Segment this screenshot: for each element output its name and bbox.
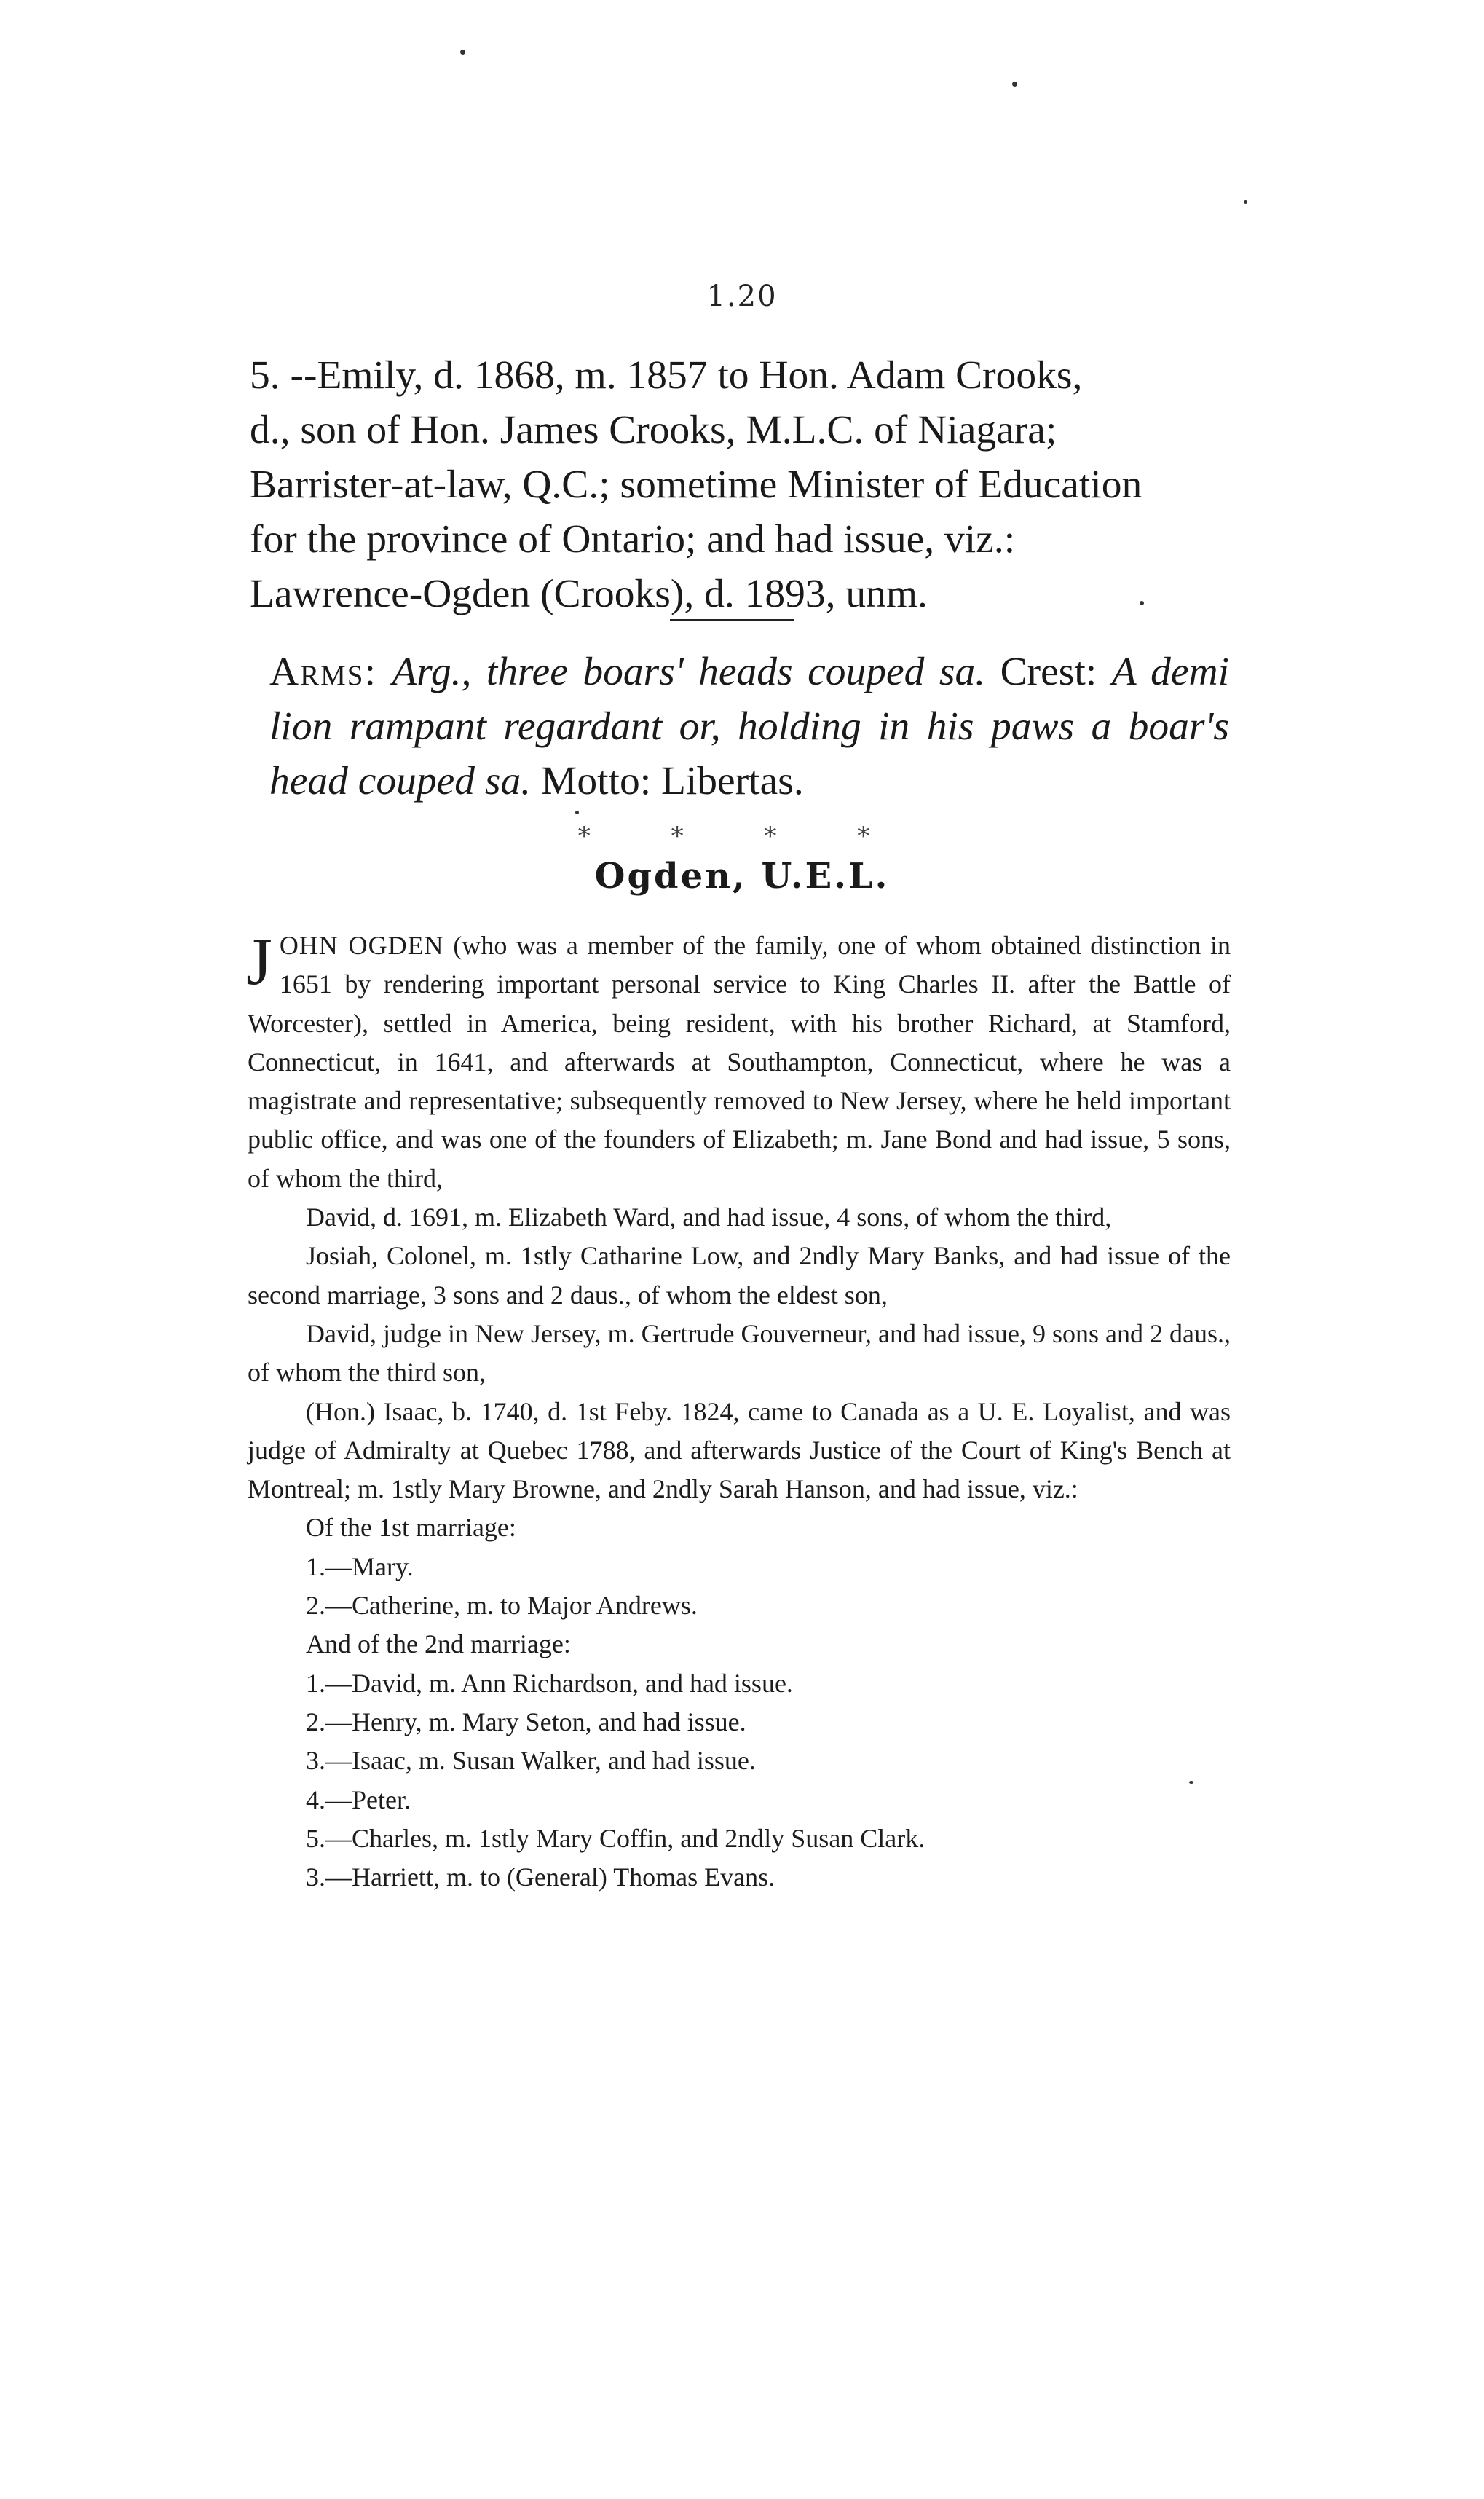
entry-emily [250, 348, 1229, 621]
motto-label: Motto: [541, 759, 652, 803]
speck-mark [575, 811, 579, 814]
lineage-paragraph: (Hon.) Isaac, b. 1740, d. 1st Feby. 1824, came to Canada as a U. E. Loyalist, and was judge of Admiralty at Quebec 1788, and afterwards Justice of the Court of King's Bench at Montreal; m. 1stly Mary Browne, and 2ndly Sarah Hanson, and had issue, viz.: [248, 1396, 1231, 1504]
motto-text: Libertas. [660, 759, 804, 803]
lineage-paragraph: Josiah, Colonel, m. 1stly Catharine Low, and 2ndly Mary Banks, and had issue of the second marriage, 3 sons and 2 daus., of whom the eldest son, [248, 1241, 1231, 1310]
arms-blazon: Arg., three boars' heads couped sa. [392, 650, 986, 694]
drop-cap: J [246, 924, 272, 999]
issue-line: 3.—Isaac, m. Susan Walker, and had issue. [306, 1746, 756, 1776]
speck-mark [460, 50, 465, 55]
lineage-paragraph: David, d. 1691, m. Elizabeth Ward, and had issue, 4 sons, of whom the third, [306, 1203, 1112, 1232]
ogden-lineage-text [248, 926, 1231, 1897]
speck-mark [1012, 82, 1017, 87]
arms-block [269, 645, 1229, 808]
entry-line: for the province of Ontario; and had issue, viz.: [250, 517, 1016, 562]
intro-lead: OHN OGDEN [279, 931, 444, 960]
arms-label: Arms: [269, 650, 377, 694]
page-number: 1.20 [706, 280, 778, 313]
section-divider [670, 619, 794, 621]
issue-line: 2.—Henry, m. Mary Seton, and had issue. [306, 1707, 746, 1736]
ornament-asterisks: * * * * [577, 822, 907, 851]
issue-line: 3.—Harriett, m. to (General) Thomas Evans. [306, 1862, 775, 1892]
crest-text: A demi lion rampant regardant or, holding in his paws a boar's head couped sa. [269, 650, 1230, 803]
intro-text: (who was a member of the family, one of whom obtained distinction in 1651 by rendering important personal service to King Charles II. after the Battle of Worcester), settled in America, being resident, with his brother Richard, at Stamford, Connecticut, in 1641, and afterwards at Southampton, Connecticut, where he was a magistrate and representative; subsequently removed to New Jersey, where he held important public office, and was one of the founders of Elizabeth; m. Jane Bond and had issue, 5 sons, of whom the third, [248, 931, 1231, 1193]
entry-line: 5. --Emily, d. 1868, m. 1857 to Hon. Adam Crooks, [250, 353, 1083, 398]
crest-label: Crest: [1000, 650, 1097, 694]
issue-line: 1.—Mary. [306, 1551, 414, 1581]
section-heading: Ogden, U.E.L. [594, 856, 890, 897]
issue-line: 1.—David, m. Ann Richardson, and had issue. [306, 1668, 793, 1698]
entry-line: d., son of Hon. James Crooks, M.L.C. of Niagara; [250, 408, 1057, 452]
issue-line: And of the 2nd marriage: [306, 1629, 571, 1659]
intro-paragraph [248, 926, 1231, 1198]
issue-line: 5.—Charles, m. 1stly Mary Coffin, and 2ndly Susan Clark. [306, 1823, 925, 1853]
issue-line: Of the 1st marriage: [306, 1513, 516, 1543]
lineage-paragraph: David, judge in New Jersey, m. Gertrude Gouverneur, and had issue, 9 sons and 2 daus., of whom the third son, [248, 1318, 1231, 1388]
entry-line: Lawrence-Ogden (Crooks), d. 1893, unm. [250, 572, 928, 616]
entry-line: Barrister-at-law, Q.C.; sometime Minister of Education [250, 463, 1142, 507]
speck-mark [1244, 200, 1247, 204]
issue-line: 4.—Peter. [306, 1784, 411, 1814]
issue-line: 2.—Catherine, m. to Major Andrews. [306, 1591, 698, 1621]
